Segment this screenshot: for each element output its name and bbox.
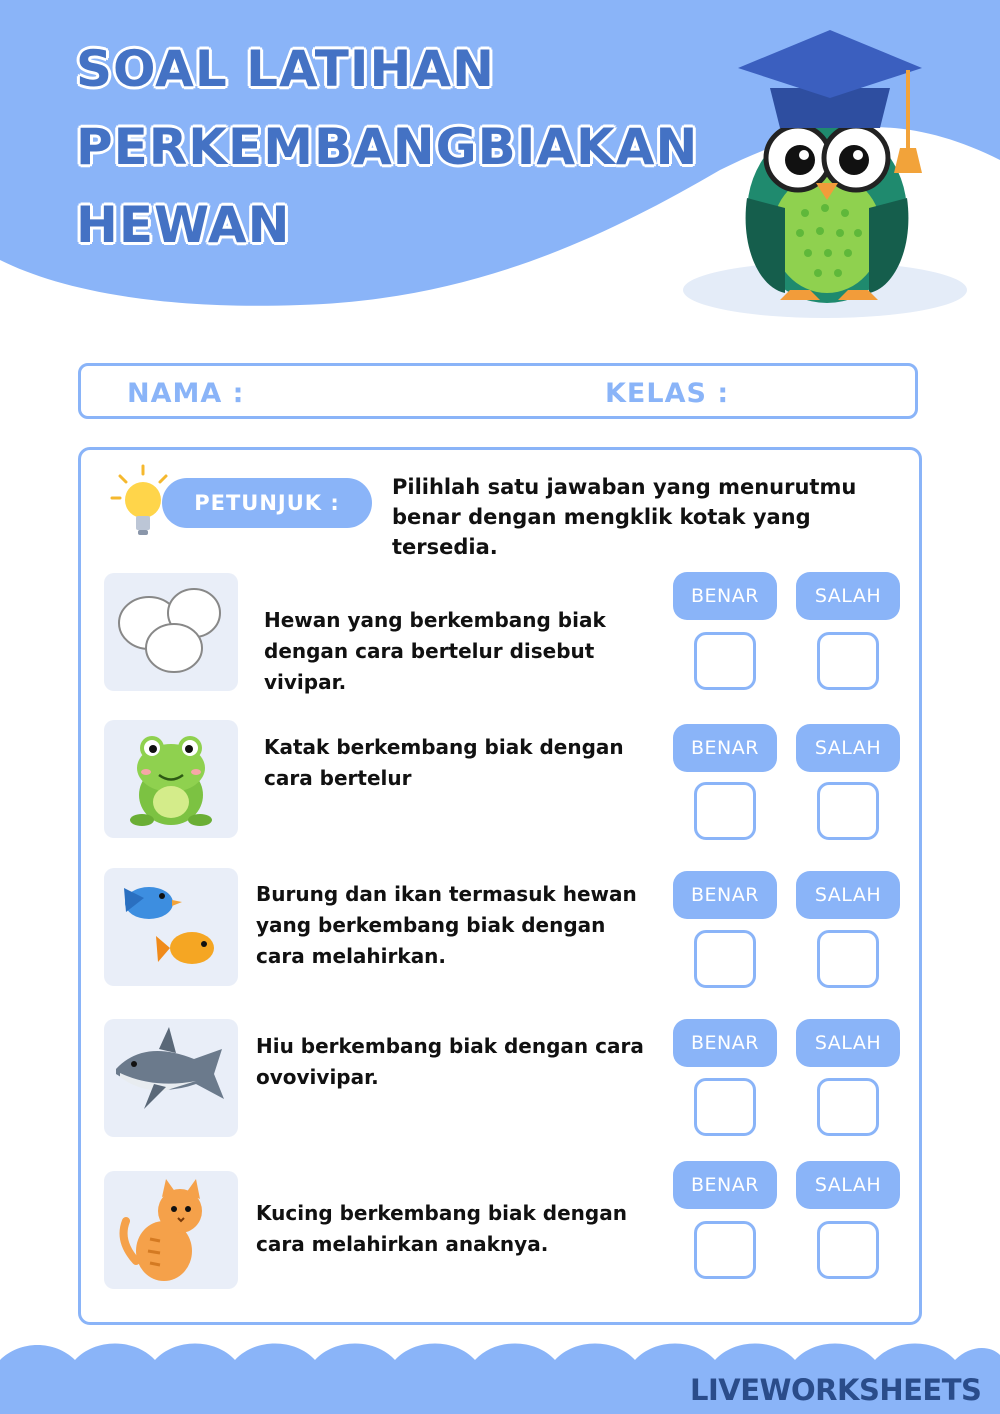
question-5-true-checkbox[interactable] [694, 1221, 756, 1279]
name-label: NAMA : [127, 378, 245, 409]
question-2-false-button[interactable]: SALAH [796, 724, 900, 772]
cat-icon [104, 1171, 238, 1289]
page-title-line-3: HEWAN [76, 196, 291, 254]
question-2-text: Katak berkembang biak dengan cara bertelur [264, 735, 624, 790]
question-2-image [104, 720, 238, 838]
question-5-text: Kucing berkembang biak dengan cara melahirkan anaknya. [256, 1201, 627, 1256]
class-label: KELAS : [605, 378, 730, 409]
question-4-true-button[interactable]: BENAR [673, 1019, 777, 1067]
question-2-true-button[interactable]: BENAR [673, 724, 777, 772]
bird-fish-icon [104, 868, 238, 986]
question-1-image [104, 573, 238, 691]
instructions-text: Pilihlah satu jawaban yang menurutmu benar dengan mengklik kotak yang tersedia. [392, 475, 857, 559]
question-3-true-checkbox[interactable] [694, 930, 756, 988]
page-title-line-1: SOAL LATIHAN [76, 40, 495, 98]
question-1-true-checkbox[interactable] [694, 632, 756, 690]
question-1-true-button[interactable]: BENAR [673, 572, 777, 620]
question-4-true-checkbox[interactable] [694, 1078, 756, 1136]
question-5-false-checkbox[interactable] [817, 1221, 879, 1279]
page-title-line-2: PERKEMBANGBIAKAN [76, 118, 699, 176]
eggs-icon [104, 573, 238, 691]
shark-icon [104, 1019, 238, 1137]
question-3-text: Burung dan ikan termasuk hewan yang berkembang biak dengan cara melahirkan. [256, 882, 637, 968]
question-3-true-button[interactable]: BENAR [673, 871, 777, 919]
instructions-badge: PETUNJUK : [162, 478, 372, 528]
question-5-image [104, 1171, 238, 1289]
liveworksheets-logo: LIVEWORKSHEETS [690, 1373, 982, 1407]
student-info-box [78, 363, 918, 419]
question-4-false-checkbox[interactable] [817, 1078, 879, 1136]
question-2-false-checkbox[interactable] [817, 782, 879, 840]
question-4-false-button[interactable]: SALAH [796, 1019, 900, 1067]
question-3-false-checkbox[interactable] [817, 930, 879, 988]
frog-icon [104, 720, 238, 838]
question-2-true-checkbox[interactable] [694, 782, 756, 840]
question-1-false-button[interactable]: SALAH [796, 572, 900, 620]
question-1-text: Hewan yang berkembang biak dengan cara bertelur disebut vivipar. [264, 608, 606, 694]
question-3-false-button[interactable]: SALAH [796, 871, 900, 919]
owl-graduate-icon [730, 28, 930, 308]
question-4-text: Hiu berkembang biak dengan cara ovovivipar. [256, 1034, 644, 1089]
question-5-true-button[interactable]: BENAR [673, 1161, 777, 1209]
question-3-image [104, 868, 238, 986]
question-1-false-checkbox[interactable] [817, 632, 879, 690]
question-5-false-button[interactable]: SALAH [796, 1161, 900, 1209]
question-4-image [104, 1019, 238, 1137]
